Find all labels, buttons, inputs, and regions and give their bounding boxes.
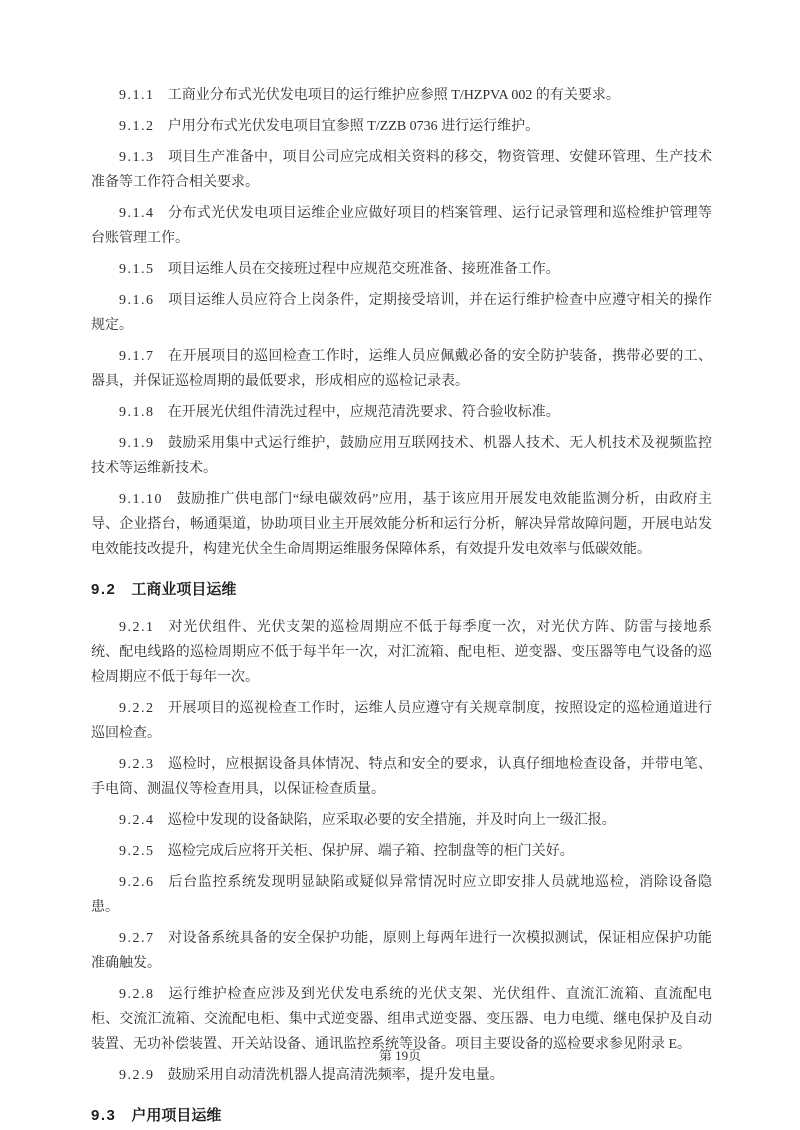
- clause-text: 鼓励采用集中式运行维护，鼓励应用互联网技术、机器人技术、无人机技术及视频监控技术等运维新技术。: [91, 436, 712, 476]
- clause-paragraph: [91, 145, 712, 195]
- clause-paragraph: [91, 696, 712, 746]
- clause-text: 项目运维人员应符合上岗条件，定期接受培训，并在运行维护检查中应遵守相关的操作规定。: [91, 293, 712, 333]
- clause-number: 9.1.1: [119, 88, 155, 103]
- clause-paragraph: [91, 288, 712, 338]
- clause-paragraph: [91, 201, 712, 251]
- clause-text: 开展项目的巡视检查工作时，运维人员应遵守有关规章制度，按照设定的巡检通道进行巡回检查。: [91, 701, 712, 741]
- clause-number: 9.2.8: [119, 987, 155, 1002]
- clause-text: 在开展光伏组件清洗过程中，应规范清洗要求、符合验收标准。: [167, 405, 560, 420]
- clause-text: 巡检完成后应将开关柜、保护屏、端子箱、控制盘等的柜门关好。: [167, 844, 574, 859]
- clause-number: 9.1.4: [119, 206, 155, 221]
- clause-number: 9.2.6: [119, 875, 155, 890]
- clause-number: 9.2.9: [119, 1068, 155, 1083]
- section-number: 9.2: [91, 581, 117, 598]
- clause-paragraph: [91, 83, 712, 108]
- clause-text: 运行维护检查应涉及到光伏发电系统的光伏支架、光伏组件、直流汇流箱、直流配电柜、交流汇流箱、交流配电柜、集中式逆变器、组串式逆变器、变压器、电力电缆、继电保护及自动装置、无功补偿装置、开关站设备、通讯监控系统等设备。项目主要设备的巡检要求参见附录 E。: [91, 987, 712, 1052]
- section-title: 户用项目运维: [131, 1107, 222, 1124]
- clause-paragraph: [91, 926, 712, 976]
- clause-paragraph: [91, 487, 712, 562]
- clause-number: 9.2.2: [119, 701, 155, 716]
- clause-text: 项目运维人员在交接班过程中应规范交班准备、接班准备工作。: [167, 262, 560, 277]
- clause-text: 项目生产准备中，项目公司应完成相关资料的移交，物资管理、安健环管理、生产技术准备等工作符合相关要求。: [91, 150, 712, 190]
- clause-text: 在开展项目的巡回检查工作时，运维人员应佩戴必备的安全防护装备，携带必要的工、器具，并保证巡检周期的最低要求，形成相应的巡检记录表。: [91, 349, 712, 389]
- clause-text: 后台监控系统发现明显缺陷或疑似异常情况时应立即安排人员就地巡检，消除设备隐患。: [91, 875, 712, 915]
- clause-paragraph: [91, 1063, 712, 1088]
- clause-number: 9.2.4: [119, 813, 155, 828]
- clause-number: 9.2.7: [119, 931, 155, 946]
- clause-number: 9.1.8: [119, 405, 155, 420]
- clause-paragraph: [91, 752, 712, 802]
- clause-text: 工商业分布式光伏发电项目的运行维护应参照 T/HZPVA 002 的有关要求。: [167, 88, 620, 103]
- clause-number: 9.1.5: [119, 262, 155, 277]
- clause-text: 鼓励推广供电部门“绿电碳效码”应用，基于该应用开展发电效能监测分析，由政府主导、企业搭台，畅通渠道，协助项目业主开展效能分析和运行分析，解决异常故障问题，开展电站发电效能技改提升，构建光伏全生命周期运维服务保障体系，有效提升发电效率与低碳效能。: [91, 492, 712, 557]
- page-number: 第 19页: [378, 1048, 422, 1063]
- clause-text: 鼓励采用自动清洗机器人提高清洗频率，提升发电量。: [167, 1068, 504, 1083]
- clause-number: 9.2.5: [119, 844, 155, 859]
- clause-text: 巡检中发现的设备缺陷，应采取必要的安全措施，并及时向上一级汇报。: [167, 813, 616, 828]
- clause-text: 巡检时，应根据设备具体情况、特点和安全的要求，认真仔细地检查设备，并带电笔、手电筒、测温仪等检查用具，以保证检查质量。: [91, 757, 712, 797]
- clause-number: 9.1.9: [119, 436, 155, 451]
- clause-text: 对设备系统具备的安全保护功能，原则上每两年进行一次模拟测试，保证相应保护功能准确触发。: [91, 931, 712, 971]
- clause-paragraph: [91, 400, 712, 425]
- clause-number: 9.1.6: [119, 293, 155, 308]
- clause-number: 9.1.2: [119, 119, 155, 134]
- clause-number: 9.1.10: [119, 492, 163, 507]
- clause-number: 9.1.3: [119, 150, 155, 165]
- clause-paragraph: [91, 615, 712, 690]
- clause-paragraph: [91, 431, 712, 481]
- clause-paragraph: [91, 839, 712, 864]
- section-heading: [91, 577, 712, 602]
- clause-paragraph: [91, 808, 712, 833]
- clause-number: 9.1.7: [119, 349, 155, 364]
- clause-number: 9.2.1: [119, 620, 155, 635]
- page-footer: [0, 1045, 800, 1064]
- clause-paragraph: [91, 344, 712, 394]
- clause-paragraph: [91, 257, 712, 282]
- section-heading: [91, 1103, 712, 1128]
- clause-text: 分布式光伏发电项目运维企业应做好项目的档案管理、运行记录管理和巡检维护管理等台账管理工作。: [91, 206, 712, 246]
- clause-paragraph: [91, 870, 712, 920]
- section-number: 9.3: [91, 1107, 117, 1124]
- clause-number: 9.2.3: [119, 757, 155, 772]
- clause-text: 对光伏组件、光伏支架的巡检周期应不低于每季度一次，对光伏方阵、防雷与接地系统、配电线路的巡检周期应不低于每半年一次，对汇流箱、配电柜、逆变器、变压器等电气设备的巡检周期应不低于每年一次。: [91, 620, 712, 685]
- clause-text: 户用分布式光伏发电项目宜参照 T/ZZB 0736 进行运行维护。: [167, 119, 540, 134]
- clause-paragraph: [91, 114, 712, 139]
- section-title: 工商业项目运维: [131, 581, 237, 598]
